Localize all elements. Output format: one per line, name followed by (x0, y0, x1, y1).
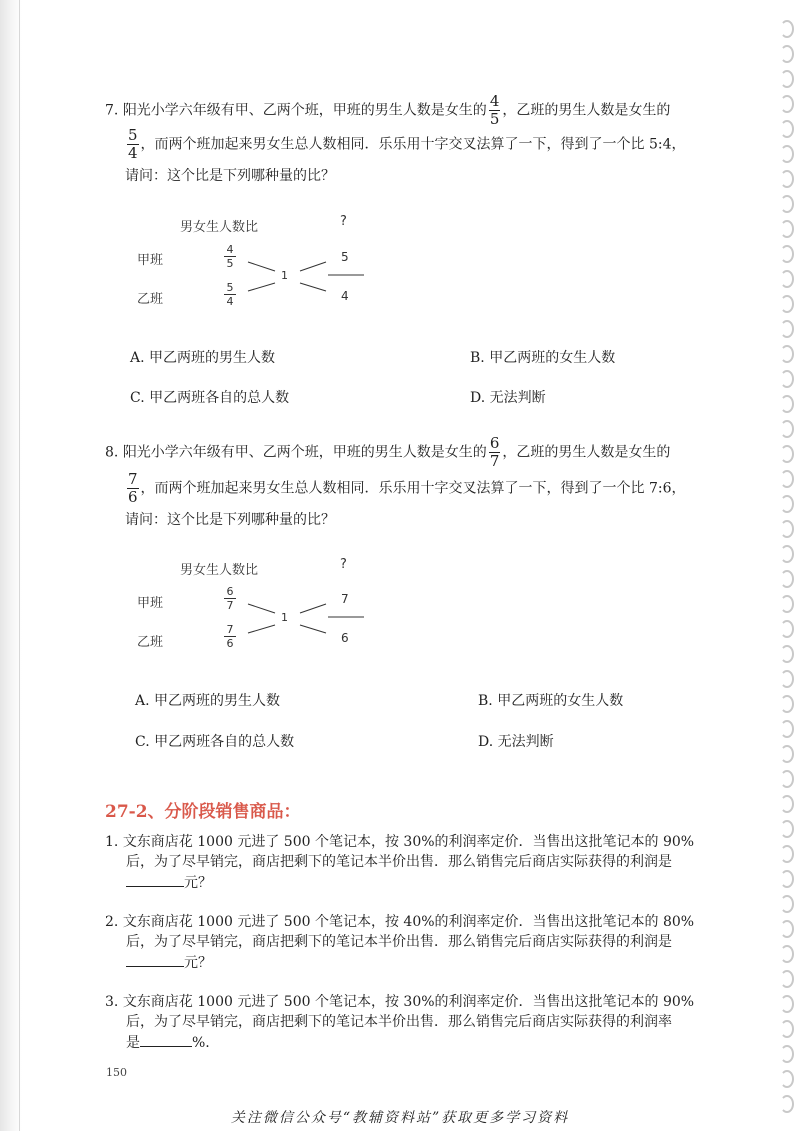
spiral-ring (780, 620, 794, 638)
spiral-ring (780, 170, 794, 188)
q8-diagram-result-top: 7 (341, 592, 349, 606)
problem-1-line2: 后，为了尽早销完，商店把剩下的笔记本半价出售．那么销售完后商店实际获得的利润是 (126, 854, 672, 870)
q7-fraction-1: $\frac{4}{5}$ (489, 92, 500, 128)
problem-3-number: 3. (105, 994, 119, 1010)
q8-option-b[interactable]: B. 甲乙两班的女生人数 (478, 693, 624, 709)
problem-3-answer-blank[interactable] (140, 1032, 192, 1047)
q7-diagram-center: 1 (281, 269, 288, 282)
q8-text-line1b: ，乙班的男生人数是女生的 (502, 444, 671, 461)
q7-diagram-fraction-jia: $\frac{4}{5}$ (224, 244, 236, 269)
q7-diagram-row-yi: 乙班 (137, 292, 164, 307)
problem-3-line3-prefix: 是 (126, 1035, 140, 1051)
spiral-ring (780, 745, 794, 763)
spiral-ring (780, 795, 794, 813)
spiral-ring (780, 895, 794, 913)
q7-option-d[interactable]: D. 无法判断 (470, 390, 546, 406)
q8-text-line3: 请问：这个比是下列哪种量的比？ (125, 512, 335, 528)
spiral-ring (780, 95, 794, 113)
problem-3-line1: 文东商店花 1000 元进了 500 个笔记本，按 30%的利润率定价．当售出这批笔记本的 90% (122, 994, 695, 1010)
q7-number: 7. (105, 102, 119, 119)
spiral-ring (780, 845, 794, 863)
q8-option-a[interactable]: A. 甲乙两班的男生人数 (135, 693, 281, 709)
spiral-ring (780, 920, 794, 938)
spiral-ring (780, 970, 794, 988)
q7-cross-diagram (130, 212, 380, 322)
problem-1-line1: 文东商店花 1000 元进了 500 个笔记本，按 30%的利润率定价．当售出这批笔记本的 90% (122, 834, 695, 850)
spiral-ring (780, 1020, 794, 1038)
q7-text-line1b: ，乙班的男生人数是女生的 (502, 102, 671, 119)
spiral-ring (780, 195, 794, 213)
q7-text-line3: 请问：这个比是下列哪种量的比？ (125, 168, 335, 184)
q8-diagram-row-jia: 甲班 (137, 596, 164, 611)
spiral-ring (780, 995, 794, 1013)
q7-diagram-result-top: 5 (341, 250, 349, 264)
spiral-ring (780, 295, 794, 313)
q8-text-line2: ，而两个班加起来男女生总人数相同．乐乐用十字交叉法算了一下，得到了一个比 7:6， (140, 480, 686, 497)
q8-diagram-header: 男女生人数比 (180, 563, 259, 578)
spiral-ring (780, 445, 794, 463)
q7-option-a[interactable]: A. 甲乙两班的男生人数 (130, 350, 276, 366)
problem-1-answer-blank[interactable] (126, 872, 184, 887)
q7-diagram-fraction-yi: $\frac{5}{4}$ (224, 282, 236, 307)
spiral-ring (780, 245, 794, 263)
q7-fraction-2: $\frac{5}{4}$ (128, 126, 138, 162)
q8-option-d[interactable]: D. 无法判断 (478, 734, 554, 750)
spiral-ring (780, 720, 794, 738)
q8-diagram-fraction-yi: $\frac{7}{6}$ (224, 624, 236, 649)
spiral-ring (780, 320, 794, 338)
spiral-ring (780, 595, 794, 613)
spiral-ring (780, 145, 794, 163)
problem-2-answer-blank[interactable] (126, 952, 184, 967)
q7-option-c[interactable]: C. 甲乙两班各自的总人数 (130, 390, 290, 406)
q7-diagram-row-jia: 甲班 (137, 253, 164, 268)
spiral-ring (780, 495, 794, 513)
q8-diagram-fraction-jia: $\frac{6}{7}$ (224, 586, 236, 611)
q7-diagram-question-mark: ? (340, 214, 347, 229)
section-title: 27-2、分阶段销售商品： (105, 802, 301, 822)
spiral-ring (780, 545, 794, 563)
spiral-ring (780, 770, 794, 788)
problem-3-line2: 后，为了尽早销完，商店把剩下的笔记本半价出售．那么销售完后商店实际获得的利润率 (126, 1014, 672, 1030)
spiral-ring (780, 1070, 794, 1088)
q8-fraction-1: $\frac{6}{7}$ (489, 434, 500, 470)
q8-diagram-question-mark: ? (340, 557, 347, 572)
q8-number: 8. (105, 444, 119, 461)
spiral-ring (780, 45, 794, 63)
spiral-binding (772, 20, 800, 1120)
q8-cross-diagram (130, 554, 380, 664)
q7-diagram-header: 男女生人数比 (180, 220, 259, 235)
spiral-ring (780, 220, 794, 238)
q7-text-line2: ，而两个班加起来男女生总人数相同．乐乐用十字交叉法算了一下，得到了一个比 5:4， (140, 136, 686, 153)
q8-fraction-2: $\frac{7}{6}$ (128, 470, 138, 506)
spiral-ring (780, 645, 794, 663)
q8-diagram-row-yi: 乙班 (137, 635, 164, 650)
page-left-edge (0, 0, 22, 1131)
q7-option-b[interactable]: B. 甲乙两班的女生人数 (470, 350, 616, 366)
spiral-ring (780, 945, 794, 963)
spiral-ring (780, 70, 794, 88)
spiral-ring (780, 520, 794, 538)
spiral-ring (780, 395, 794, 413)
spiral-ring (780, 120, 794, 138)
spiral-ring (780, 695, 794, 713)
problem-1-line3: 元？ (184, 875, 212, 891)
spiral-ring (780, 1045, 794, 1063)
q8-option-c[interactable]: C. 甲乙两班各自的总人数 (135, 734, 295, 750)
q7-diagram-result-bottom: 4 (341, 289, 349, 303)
spiral-ring (780, 470, 794, 488)
spiral-ring (780, 570, 794, 588)
spiral-ring (780, 370, 794, 388)
footer-note: 关注微信公众号“教辅资料站”获取更多学习资料 (230, 1110, 570, 1126)
problem-2-number: 2. (105, 914, 119, 930)
spiral-ring (780, 820, 794, 838)
spiral-ring (780, 345, 794, 363)
problem-1-number: 1. (105, 834, 119, 850)
spiral-ring (780, 20, 794, 38)
page-number: 150 (106, 1066, 127, 1079)
spiral-ring (780, 670, 794, 688)
q8-diagram-center: 1 (281, 611, 288, 624)
problem-2-line1: 文东商店花 1000 元进了 500 个笔记本，按 40%的利润率定价．当售出这批笔记本的 80% (122, 914, 695, 930)
q7-text-line1: 阳光小学六年级有甲、乙两个班，甲班的男生人数是女生的 (122, 102, 487, 119)
q8-text-line1: 阳光小学六年级有甲、乙两个班，甲班的男生人数是女生的 (122, 444, 487, 461)
problem-2-line2: 后，为了尽早销完，商店把剩下的笔记本半价出售．那么销售完后商店实际获得的利润是 (126, 934, 672, 950)
spiral-ring (780, 420, 794, 438)
problem-2-line3: 元？ (184, 955, 212, 971)
spiral-ring (780, 270, 794, 288)
spiral-ring (780, 870, 794, 888)
q8-diagram-result-bottom: 6 (341, 631, 349, 645)
problem-3-line3: %. (192, 1035, 210, 1051)
